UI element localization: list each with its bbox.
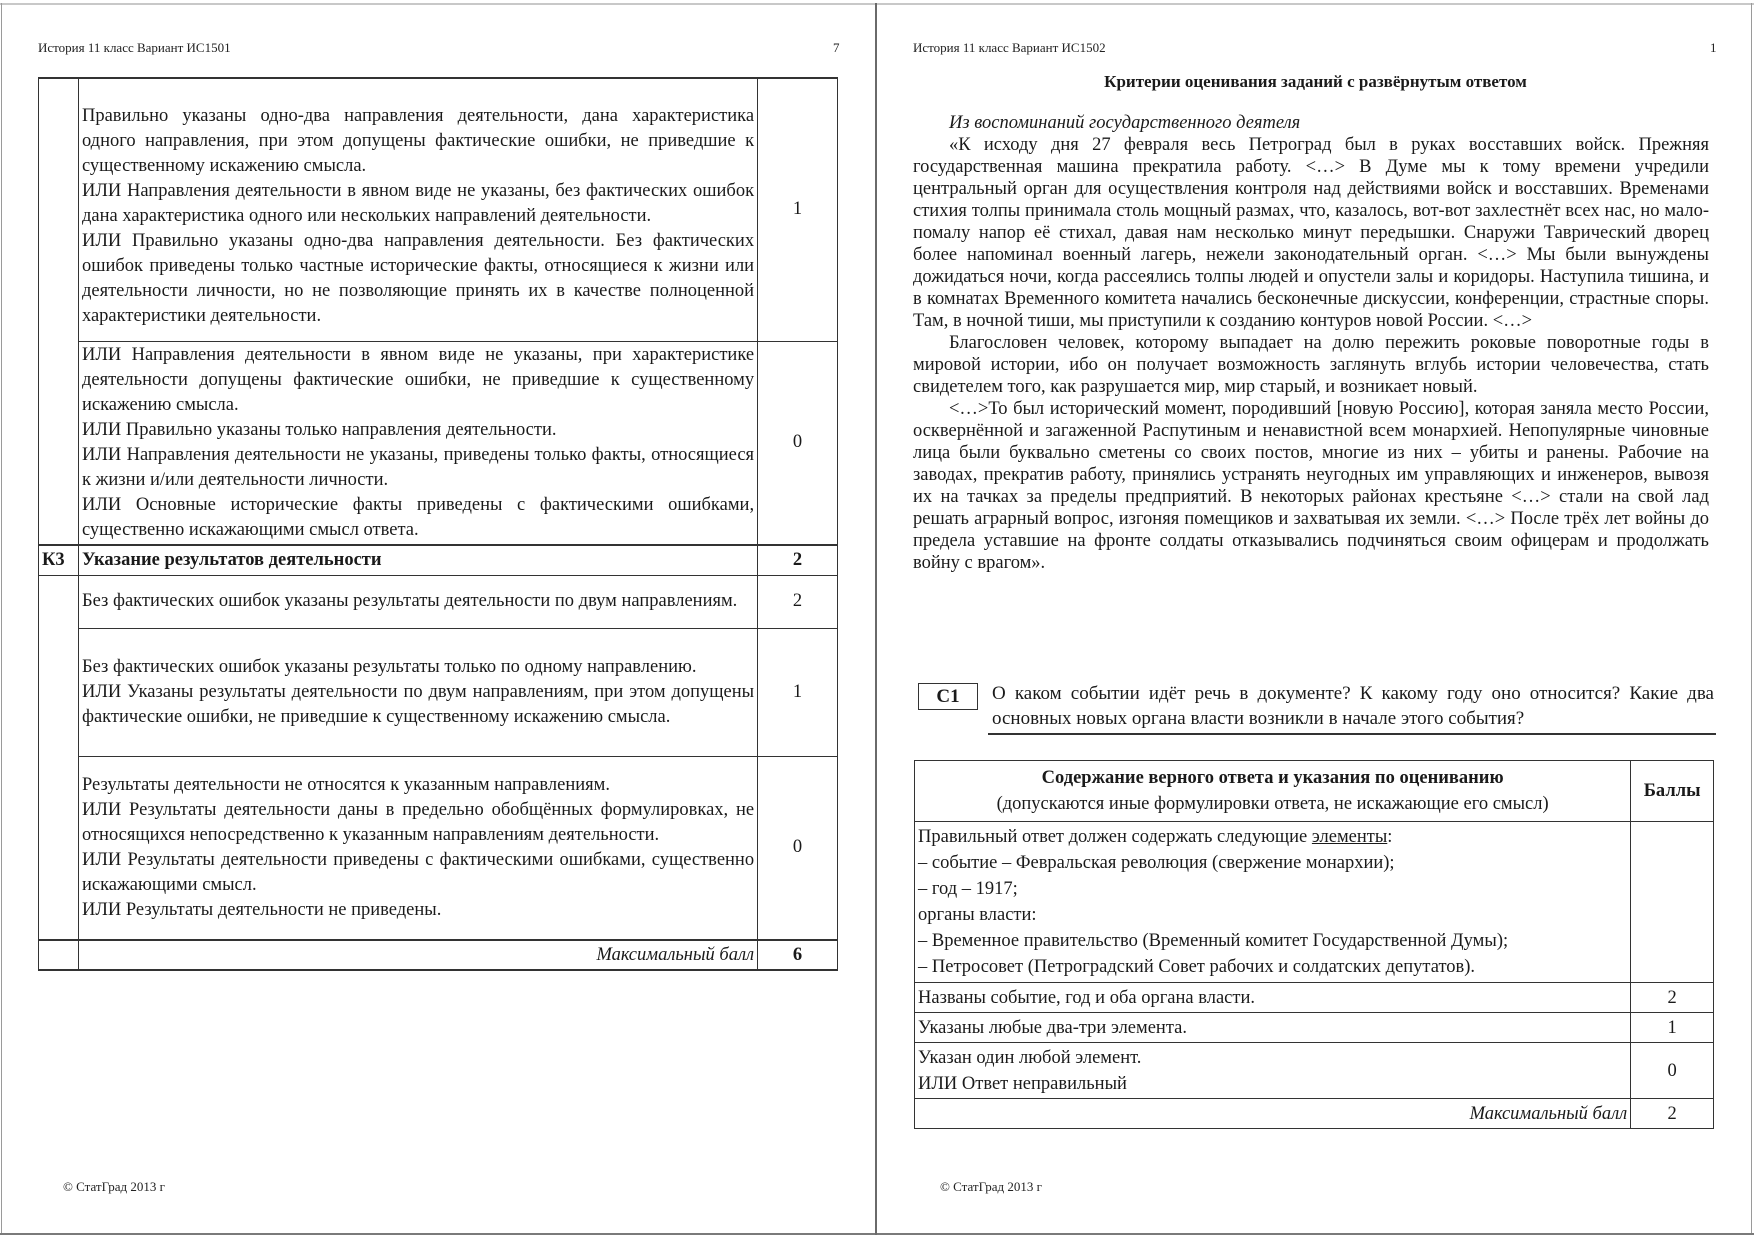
page-header: История 11 класс Вариант ИС1502 [913, 40, 1106, 55]
score-row-text: Указаны любые два-три элемента. [915, 1013, 1631, 1043]
criterion-score: 2 [758, 545, 838, 575]
table-row [39, 756, 838, 940]
max-score-row [915, 1099, 1714, 1129]
criterion-text: ИЛИ Направления деятельности в явном виде не указаны, при характеристике деятельности допущены фактические ошибки, не приведшие к существенному искажению смысла. ИЛИ Правильно указаны только направления деятельности. ИЛИ Направления деятельности не указаны, приведены только факты, относящиеся к жизни и/или деятельности личности. ИЛИ Основные исторические факты приведены с фактическими ошибками, существенно искажающими смысл ответа. [78, 341, 757, 545]
score-row-text: Названы событие, год и оба органа власти. [915, 983, 1631, 1013]
left-page [0, 0, 875, 1239]
max-score-value: 2 [1631, 1099, 1714, 1129]
max-score-label: Максимальный балл [78, 940, 757, 970]
answer-content: Правильный ответ должен содержать следующие элементы: – событие – Февральская революция (свержение монархии); – год – 1917; органы власти: – Временное правительство (Временный комитет Государственной Думы); – Петросовет (Петроградский Совет рабочих и солдатских депутатов). [915, 822, 1631, 983]
header-content-cell [915, 761, 1631, 822]
max-score-value: 6 [758, 940, 838, 970]
table-row-max [39, 940, 838, 970]
source-document [913, 112, 1709, 574]
criterion-text: Без фактических ошибок указаны результаты деятельности по двум направлениям. [78, 575, 757, 628]
criterion-score: 1 [758, 628, 838, 756]
task-code-box: С1 [918, 683, 978, 710]
criterion-heading: Указание результатов деятельности [78, 545, 757, 575]
score-row-value: 0 [1631, 1043, 1714, 1099]
page-number: 1 [1710, 40, 1717, 55]
criterion-id: К3 [39, 545, 79, 575]
score-row-value: 1 [1631, 1013, 1714, 1043]
criterion-id [39, 940, 79, 970]
criterion-id [39, 575, 79, 940]
criterion-id [39, 78, 79, 545]
criterion-score: 1 [758, 78, 838, 341]
criterion-score: 2 [758, 575, 838, 628]
score-row-value: 2 [1631, 983, 1714, 1013]
task-question: О каком событии идёт речь в документе? К какому году оно относится? Какие два основных новых органа власти возникли в начале этого события? [992, 683, 1714, 729]
answer-table-header [915, 761, 1714, 822]
page-header: История 11 класс Вариант ИС1501 [38, 40, 231, 55]
criteria-table [38, 77, 838, 971]
max-score-label: Максимальный балл [915, 1099, 1631, 1129]
section-title: Критерии оценивания заданий с развёрнутым ответом [1104, 72, 1527, 91]
page-footer: © СтатГрад 2013 г [63, 1179, 165, 1194]
answer-content-row [915, 822, 1714, 983]
source-paragraph: Благословен человек, которому выпадает на долю пережить роковые поворотные годы в мировой истории, ибо он получает возможность заглянуть вглубь истории человечества, стать свидетелем того, как разрушается мир, мир старый, и возникает новый. [913, 333, 1709, 397]
answer-table [914, 760, 1714, 1129]
criterion-score: 0 [758, 341, 838, 545]
page-number: 7 [833, 40, 840, 55]
table-row [39, 575, 838, 628]
answer-content-score [1631, 822, 1714, 983]
criterion-score: 0 [758, 756, 838, 940]
score-row-text: Указан один любой элемент. ИЛИ Ответ неправильный [915, 1043, 1631, 1099]
criterion-text: Результаты деятельности не относятся к указанным направлениям. ИЛИ Результаты деятельности даны в предельно обобщённых формулировках, не относящихся непосредственно к указанным направлениям деятельности. ИЛИ Результаты деятельности приведены с фактическими ошибками, существенно искажающими смысл. ИЛИ Результаты деятельности не приведены. [78, 756, 757, 940]
table-row-heading [39, 545, 838, 575]
header-score: Баллы [1631, 761, 1714, 822]
header-main: Содержание верного ответа и указания по оцениванию [1041, 768, 1504, 788]
table-row [39, 78, 838, 341]
table-row [39, 628, 838, 756]
source-paragraph: «К исходу дня 27 февраля весь Петроград был в руках восставших войск. Прежняя государственная машина прекратила работу. <…> В Думе мы к тому времени учредили центральный орган для осуществления контроля над действиями войск и восставших. Временами стихия толпы принимала столь мощный размах, что, казалось, вот-вот захлестнёт всех нас, но мало-помалу напор её стихал, давая нам несколько минут передышки. Снаружи Таврический дворец более напоминал военный лагерь, нежели законодательный орган. <…> Мы были вынуждены дожидаться ночи, когда рассеялись толпы людей и опустели залы и коридоры. Наступила тишина, и в комнатах Временного комитета начались бесконечные дискуссии, конференции, страстные споры. Там, в ночной тиши, мы приступили к созданию контуров новой России. <…> [913, 135, 1709, 331]
task-underline [988, 733, 1716, 735]
score-row [915, 983, 1714, 1013]
score-row [915, 1043, 1714, 1099]
header-sub: (допускаются иные формулировки ответа, не искажающие его смысл) [996, 794, 1549, 814]
score-row [915, 1013, 1714, 1043]
source-paragraph: <…>То был исторический момент, породивший [новую Россию], которая заняла место России, осквернённой и загаженной Распутиным и ненавистной всем монархией. Непопулярные чиновные лица были буквально сметены со своих постов, многие из них – убиты и ранены. Рабочие на заводах, прекратив работу, принялись устранять неугодных им управляющих и инженеров, вывозя их на тачках за пределы предприятий. В некоторых районах крестьяне <…> стали на свой лад решать аграрный вопрос, изгоняя помещиков и захватывая их земли. <…> После трёх лет войны до предела уставшие на фронте солдаты отказывались подчиняться своим офицерам и продолжать войну с врагом». [913, 399, 1709, 573]
page-footer: © СтатГрад 2013 г [940, 1179, 1042, 1194]
table-row [39, 341, 838, 545]
source-caption: Из воспоминаний государственного деятеля [949, 113, 1301, 133]
criterion-text: Без фактических ошибок указаны результаты только по одному направлению. ИЛИ Указаны результаты деятельности по двум направлениям, при этом допущены фактические ошибки, не приведшие к существенному искажению смысла. [78, 628, 757, 756]
criterion-text: Правильно указаны одно-два направления деятельности, дана характеристика одного направления, при этом допущены фактические ошибки, не приведшие к существенному искажению смысла. ИЛИ Направления деятельности в явном виде не указаны, без фактических ошибок дана характеристика одного или нескольких направлений деятельности. ИЛИ Правильно указаны одно-два направления деятельности. Без фактических ошибок приведены только частные исторические факты, относящиеся к жизни или деятельности личности, но не позволяющие принять их в качестве полноценной характеристики деятельности. [78, 78, 757, 341]
